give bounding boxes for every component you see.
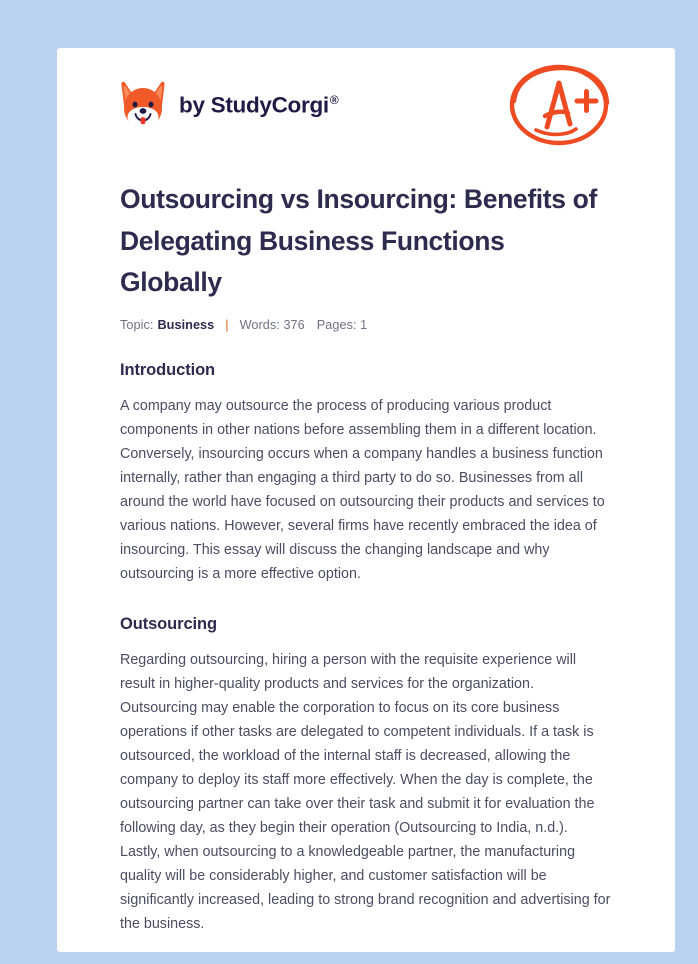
section-paragraph-outsourcing: Regarding outsourcing, hiring a person with the requisite experience will result in higher-quality products and services for the organization. Outsourcing may enable the corporation to focus on its core business operations if other tasks are delegated to competent individuals. If a task is outsourced, the workload of the internal staff is decreased, allowing the company to deploy its staff more effectively. When the day is complete, the outsourcing partner can take over their task and submit it for evaluation the following day, as they begin their operation (Outsourcing to India, n.d.). Lastly, when outsourcing to a knowledgeable partner, the manufacturing quality will be considerably higher, and customer satisfaction will be significantly increased, leading to strong brand recognition and advertising for the business. xyxy=(120,651,611,932)
section-heading-introduction: Introduction xyxy=(120,360,216,379)
section-heading-outsourcing: Outsourcing xyxy=(120,614,217,633)
document-sheet xyxy=(57,48,675,952)
word-count: Words: 376 xyxy=(239,317,305,332)
registered-trademark-icon: ® xyxy=(329,92,339,107)
corgi-logo-icon xyxy=(120,80,166,130)
document-meta xyxy=(120,318,612,332)
brand-logo-group[interactable] xyxy=(120,80,338,130)
page-count: Pages: 1 xyxy=(316,317,368,332)
brand-name: by StudyCorgi® xyxy=(179,92,339,117)
topic-value[interactable]: Business xyxy=(157,317,215,332)
topic-label: Topic: xyxy=(120,317,154,332)
section-paragraph-introduction: A company may outsource the process of producing various product components in other nations before assembling them in a different location. Conversely, insourcing occurs when a company handles a business function internally, rather than engaging a third party to do so. Businesses from all around the world have focused on outsourcing their products and services to various nations. However, several firms have recently embraced the idea of insourcing. This essay will discuss the changing landscape and why outsourcing is a more effective option. xyxy=(120,397,605,582)
document-header xyxy=(120,48,612,156)
page-title: Outsourcing vs Insourcing: Benefits of Delegating Business Functions Globally xyxy=(120,184,597,297)
meta-separator: | xyxy=(225,317,229,332)
a-plus-badge-icon xyxy=(506,61,612,149)
